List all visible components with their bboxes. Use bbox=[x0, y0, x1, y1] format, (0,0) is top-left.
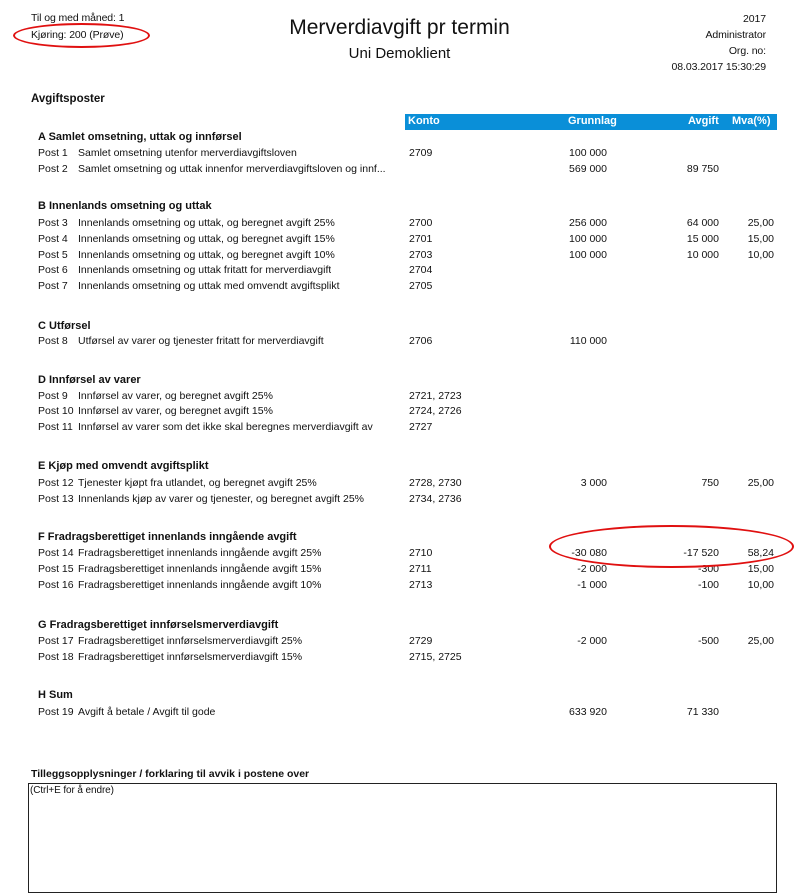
post-description: Innførsel av varer, og beregnet avgift 15% bbox=[78, 405, 273, 417]
column-mva: Mva(%) bbox=[732, 115, 771, 127]
account-number: 2713 bbox=[409, 579, 433, 591]
account-number: 2727 bbox=[409, 421, 433, 433]
post-description: Innenlands omsetning og uttak, og beregnet avgift 25% bbox=[78, 217, 335, 229]
post-number: Post 9 bbox=[38, 390, 68, 402]
group-title: H Sum bbox=[38, 689, 73, 701]
post-description: Avgift å betale / Avgift til gode bbox=[78, 706, 216, 718]
vat-rate: 15,00 bbox=[747, 563, 774, 575]
base-amount: 100 000 bbox=[569, 233, 607, 245]
tax-amount: -100 bbox=[697, 579, 719, 591]
post-description: Fradragsberettiget innenlands inngående avgift 10% bbox=[78, 579, 322, 591]
account-number: 2704 bbox=[409, 264, 433, 276]
notes-box[interactable] bbox=[28, 783, 777, 893]
year-label: 2017 bbox=[743, 13, 766, 25]
tax-amount: 71 330 bbox=[686, 706, 719, 718]
run-label: Kjøring: 200 (Prøve) bbox=[31, 29, 124, 41]
post-description: Fradragsberettiget innenlands inngående avgift 15% bbox=[78, 563, 322, 575]
tax-amount: 15 000 bbox=[686, 233, 719, 245]
account-number: 2711 bbox=[409, 563, 432, 575]
post-description: Innenlands omsetning og uttak, og beregnet avgift 15% bbox=[78, 233, 335, 245]
column-avgift: Avgift bbox=[688, 115, 719, 127]
post-number: Post 2 bbox=[38, 163, 68, 175]
annotation-ellipse bbox=[549, 525, 794, 568]
account-number: 2734, 2736 bbox=[409, 493, 462, 505]
post-description: Samlet omsetning og uttak innenfor merverdiavgiftsloven og innf... bbox=[78, 163, 386, 175]
post-description: Innenlands omsetning og uttak med omvendt avgiftsplikt bbox=[78, 280, 340, 292]
post-number: Post 18 bbox=[38, 651, 74, 663]
post-number: Post 14 bbox=[38, 547, 74, 559]
org-no-label: Org. no: bbox=[728, 45, 766, 57]
post-description: Innenlands kjøp av varer og tjenester, og beregnet avgift 25% bbox=[78, 493, 365, 505]
column-header-bar bbox=[405, 114, 777, 130]
post-number: Post 3 bbox=[38, 217, 68, 229]
post-description: Innførsel av varer, og beregnet avgift 25% bbox=[78, 390, 273, 402]
tax-amount: 750 bbox=[701, 477, 719, 489]
post-number: Post 11 bbox=[38, 421, 73, 433]
post-number: Post 12 bbox=[38, 477, 74, 489]
post-description: Tjenester kjøpt fra utlandet, og beregnet avgift 25% bbox=[78, 477, 317, 489]
post-description: Innenlands omsetning og uttak, og beregnet avgift 10% bbox=[78, 249, 335, 261]
account-number: 2724, 2726 bbox=[409, 405, 462, 417]
group-title: A Samlet omsetning, uttak og innførsel bbox=[38, 131, 242, 143]
base-amount: -2 000 bbox=[577, 635, 607, 647]
account-number: 2700 bbox=[409, 217, 433, 229]
account-number: 2721, 2723 bbox=[409, 390, 462, 402]
post-number: Post 16 bbox=[38, 579, 74, 591]
column-grunnlag: Grunnlag bbox=[568, 115, 617, 127]
tax-amount: -500 bbox=[697, 635, 719, 647]
group-title: E Kjøp med omvendt avgiftsplikt bbox=[38, 460, 209, 472]
post-description: Utførsel av varer og tjenester fritatt for merverdiavgift bbox=[78, 335, 324, 347]
user-label: Administrator bbox=[705, 29, 766, 41]
post-number: Post 5 bbox=[38, 249, 68, 261]
post-number: Post 15 bbox=[38, 563, 74, 575]
account-number: 2705 bbox=[409, 280, 433, 292]
vat-rate: 58,24 bbox=[747, 547, 774, 559]
base-amount: 110 000 bbox=[569, 335, 607, 347]
period-label: Til og med måned: 1 bbox=[31, 12, 125, 24]
base-amount: 569 000 bbox=[569, 163, 607, 175]
post-description: Innenlands omsetning og uttak fritatt for merverdiavgift bbox=[78, 264, 332, 276]
post-number: Post 17 bbox=[38, 635, 74, 647]
post-number: Post 10 bbox=[38, 405, 74, 417]
notes-heading: Tilleggsopplysninger / forklaring til avvik i postene over bbox=[31, 768, 310, 780]
base-amount: 256 000 bbox=[569, 217, 607, 229]
vat-rate: 25,00 bbox=[747, 635, 774, 647]
account-number: 2706 bbox=[409, 335, 433, 347]
timestamp-label: 08.03.2017 15:30:29 bbox=[671, 61, 766, 73]
post-number: Post 6 bbox=[38, 264, 68, 276]
vat-rate: 10,00 bbox=[747, 249, 774, 261]
post-number: Post 8 bbox=[38, 335, 68, 347]
account-number: 2728, 2730 bbox=[409, 477, 462, 489]
vat-rate: 25,00 bbox=[747, 477, 774, 489]
account-number: 2715, 2725 bbox=[409, 651, 462, 663]
post-description: Fradragsberettiget innførselsmerverdiavgift 15% bbox=[78, 651, 303, 663]
post-description: Fradragsberettiget innenlands inngående avgift 25% bbox=[78, 547, 322, 559]
tax-amount: -300 bbox=[697, 563, 719, 575]
account-number: 2703 bbox=[409, 249, 433, 261]
account-number: 2710 bbox=[409, 547, 433, 559]
post-number: Post 19 bbox=[38, 706, 74, 718]
tax-amount: -17 520 bbox=[683, 547, 719, 559]
notes-placeholder: (Ctrl+E for å endre) bbox=[30, 785, 114, 796]
vat-rate: 25,00 bbox=[747, 217, 774, 229]
account-number: 2701 bbox=[409, 233, 433, 245]
tax-amount: 89 750 bbox=[686, 163, 719, 175]
base-amount: 3 000 bbox=[580, 477, 607, 489]
post-description: Samlet omsetning utenfor merverdiavgiftsloven bbox=[78, 147, 297, 159]
base-amount: 100 000 bbox=[569, 147, 607, 159]
vat-rate: 10,00 bbox=[747, 579, 774, 591]
group-title: G Fradragsberettiget innførselsmerverdiavgift bbox=[38, 619, 279, 631]
base-amount: -2 000 bbox=[577, 563, 607, 575]
account-number: 2709 bbox=[409, 147, 433, 159]
company-name: Uni Demoklient bbox=[348, 45, 451, 62]
group-title: B Innenlands omsetning og uttak bbox=[38, 200, 212, 212]
base-amount: -30 080 bbox=[571, 547, 607, 559]
vat-rate: 15,00 bbox=[747, 233, 774, 245]
column-konto: Konto bbox=[408, 115, 440, 127]
tax-amount: 10 000 bbox=[686, 249, 719, 261]
group-title: D Innførsel av varer bbox=[38, 374, 141, 386]
post-number: Post 4 bbox=[38, 233, 68, 245]
group-title: F Fradragsberettiget innenlands inngående avgift bbox=[38, 531, 297, 543]
base-amount: 100 000 bbox=[569, 249, 607, 261]
post-description: Innførsel av varer som det ikke skal beregnes merverdiavgift av bbox=[78, 421, 373, 433]
post-number: Post 7 bbox=[38, 280, 68, 292]
base-amount: -1 000 bbox=[577, 579, 607, 591]
post-number: Post 13 bbox=[38, 493, 74, 505]
post-number: Post 1 bbox=[38, 147, 68, 159]
group-title: C Utførsel bbox=[38, 320, 91, 332]
account-number: 2729 bbox=[409, 635, 433, 647]
report-title: Merverdiavgift pr termin bbox=[289, 16, 510, 39]
tax-amount: 64 000 bbox=[686, 217, 719, 229]
section-heading: Avgiftsposter bbox=[31, 93, 105, 105]
base-amount: 633 920 bbox=[569, 706, 607, 718]
post-description: Fradragsberettiget innførselsmerverdiavgift 25% bbox=[78, 635, 303, 647]
